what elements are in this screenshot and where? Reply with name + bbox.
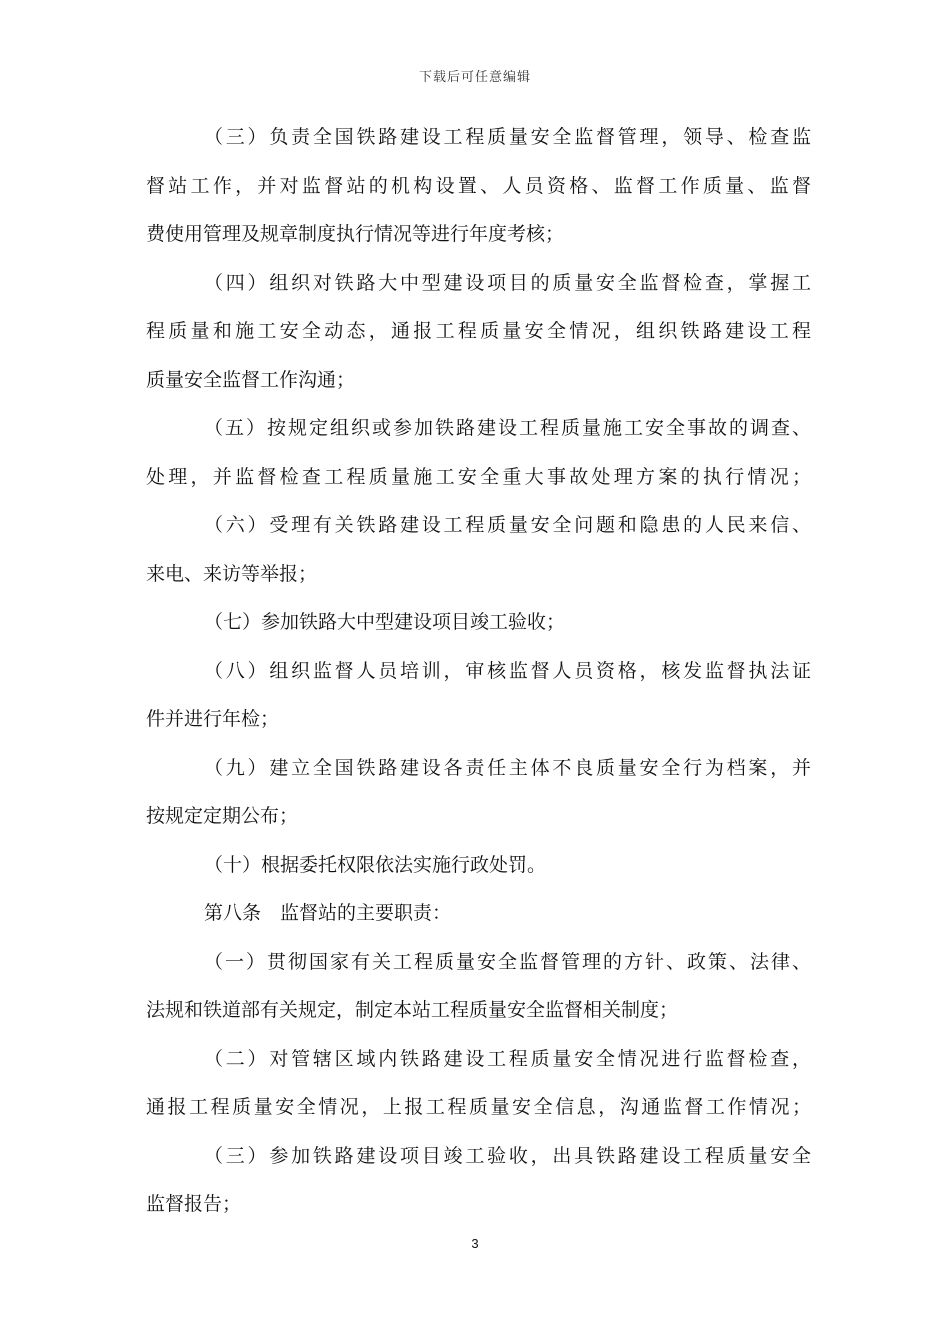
text-line: 来电、来访等举报； — [146, 562, 318, 585]
text-line: （八）组织监督人员培训，审核监督人员资格，核发监督执法证 — [204, 659, 811, 682]
document-body — [146, 113, 811, 1229]
text-line: （七）参加铁路大中型建设项目竣工验收； — [204, 611, 566, 633]
text-line: （二）对管辖区域内铁路建设工程质量安全情况进行监督检查， — [204, 1047, 811, 1070]
text-line: 费使用管理及规章制度执行情况等进行年度考核； — [146, 223, 565, 245]
text-line: （九）建立全国铁路建设各责任主体不良质量安全行为档案，并 — [204, 756, 811, 779]
page-number: 3 — [471, 1236, 479, 1251]
text-line: （四）组织对铁路大中型建设项目的质量安全监督检查，掌握工 — [204, 271, 811, 294]
text-line: 法规和铁道部有关规定，制定本站工程质量安全监督相关制度； — [146, 999, 679, 1021]
text-line: 监督报告； — [146, 1193, 242, 1215]
text-line: （五）按规定组织或参加铁路建设工程质量施工安全事故的调查、 — [204, 417, 811, 439]
text-line: 第八条 监督站的主要职责： — [204, 902, 452, 924]
text-line: （十）根据委托权限依法实施行政处罚。 — [204, 853, 547, 876]
text-line: 处理，并监督检查工程质量施工安全重大事故处理方案的执行情况； — [146, 465, 811, 488]
text-line: （三）负责全国铁路建设工程质量安全监督管理，领导、检查监 — [204, 126, 811, 148]
text-line: 按规定定期公布； — [146, 805, 299, 827]
text-line: （三）参加铁路建设项目竣工验收，出具铁路建设工程质量安全 — [204, 1144, 811, 1167]
text-line: 程质量和施工安全动态，通报工程质量安全情况，组织铁路建设工程 — [146, 320, 811, 342]
text-line: （一）贯彻国家有关工程质量安全监督管理的方针、政策、法律、 — [204, 950, 811, 973]
text-line: 督站工作，并对监督站的机构设置、人员资格、监督工作质量、监督 — [146, 174, 811, 197]
text-line: （六）受理有关铁路建设工程质量安全问题和隐患的人民来信、 — [204, 514, 811, 536]
header-note: 下载后可任意编辑 — [418, 70, 531, 85]
text-line: 通报工程质量安全情况，上报工程质量安全信息，沟通监督工作情况； — [146, 1096, 811, 1118]
text-line: 件并进行年检； — [146, 708, 280, 730]
text-line: 质量安全监督工作沟通； — [146, 368, 356, 391]
